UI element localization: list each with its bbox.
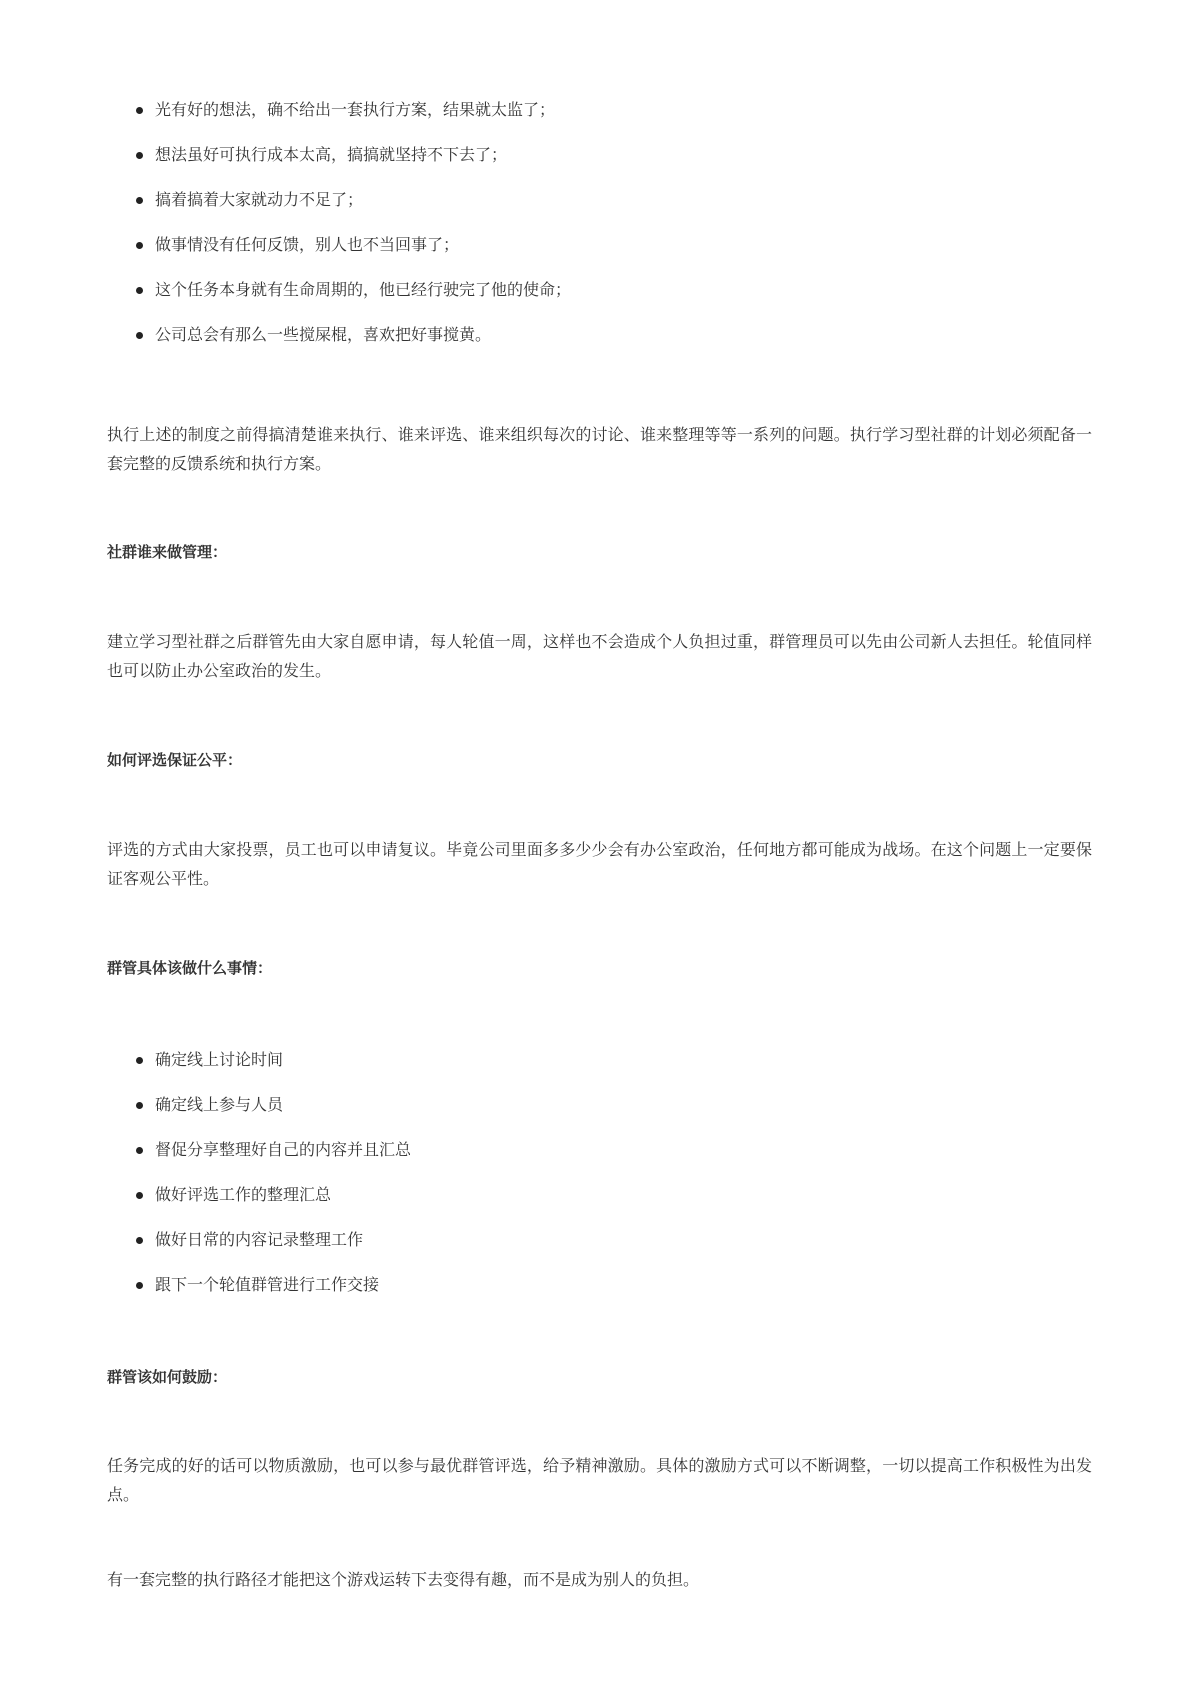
list-item: 这个任务本身就有生命周期的，他已经行驶完了他的使命； — [107, 278, 1092, 302]
section-heading-encourage: 群管该如何鼓励： — [107, 1368, 228, 1386]
list-item: 督促分享整理好自己的内容并且汇总 — [107, 1138, 1092, 1162]
list-item: 做好评选工作的整理汇总 — [107, 1183, 1092, 1207]
closing-paragraph: 有一套完整的执行路径才能把这个游戏运转下去变得有趣，而不是成为别人的负担。 — [107, 1570, 700, 1589]
list-item: 公司总会有那么一些搅屎棍，喜欢把好事搅黄。 — [107, 323, 1092, 347]
management-paragraph: 建立学习型社群之后群管先由大家自愿申请，每人轮值一周，这样也不会造成个人负担过重，群管理员可以先由公司新人去担任。轮值同样也可以防止办公室政治的发生。 — [107, 632, 1092, 680]
list-item: 想法虽好可执行成本太高，搞搞就坚持不下去了； — [107, 143, 1092, 167]
encourage-paragraph: 任务完成的好的话可以物质激励，也可以参与最优群管评选，给予精神激励。具体的激励方式可以不断调整，一切以提高工作积极性为出发点。 — [107, 1456, 1092, 1504]
list-item: 做好日常的内容记录整理工作 — [107, 1228, 1092, 1252]
section-heading-fairness: 如何评选保证公平： — [107, 751, 243, 769]
list-item: 做事情没有任何反馈，别人也不当回事了； — [107, 233, 1092, 257]
reasons-list — [107, 98, 1092, 368]
list-item: 跟下一个轮值群管进行工作交接 — [107, 1273, 1092, 1297]
list-item: 确定线上讨论时间 — [107, 1048, 1092, 1072]
duties-list — [107, 1048, 1092, 1318]
section-heading-management: 社群谁来做管理： — [107, 543, 228, 561]
list-item: 搞着搞着大家就动力不足了； — [107, 188, 1092, 212]
intro-paragraph: 执行上述的制度之前得搞清楚谁来执行、谁来评选、谁来组织每次的讨论、谁来整理等等一系列的问题。执行学习型社群的计划必须配备一套完整的反馈系统和执行方案。 — [107, 425, 1092, 473]
section-heading-duties: 群管具体该做什么事情： — [107, 959, 273, 977]
list-item: 确定线上参与人员 — [107, 1093, 1092, 1117]
list-item: 光有好的想法，确不给出一套执行方案，结果就太监了； — [107, 98, 1092, 122]
fairness-paragraph: 评选的方式由大家投票，员工也可以申请复议。毕竟公司里面多多少少会有办公室政治，任何地方都可能成为战场。在这个问题上一定要保证客观公平性。 — [107, 840, 1092, 888]
